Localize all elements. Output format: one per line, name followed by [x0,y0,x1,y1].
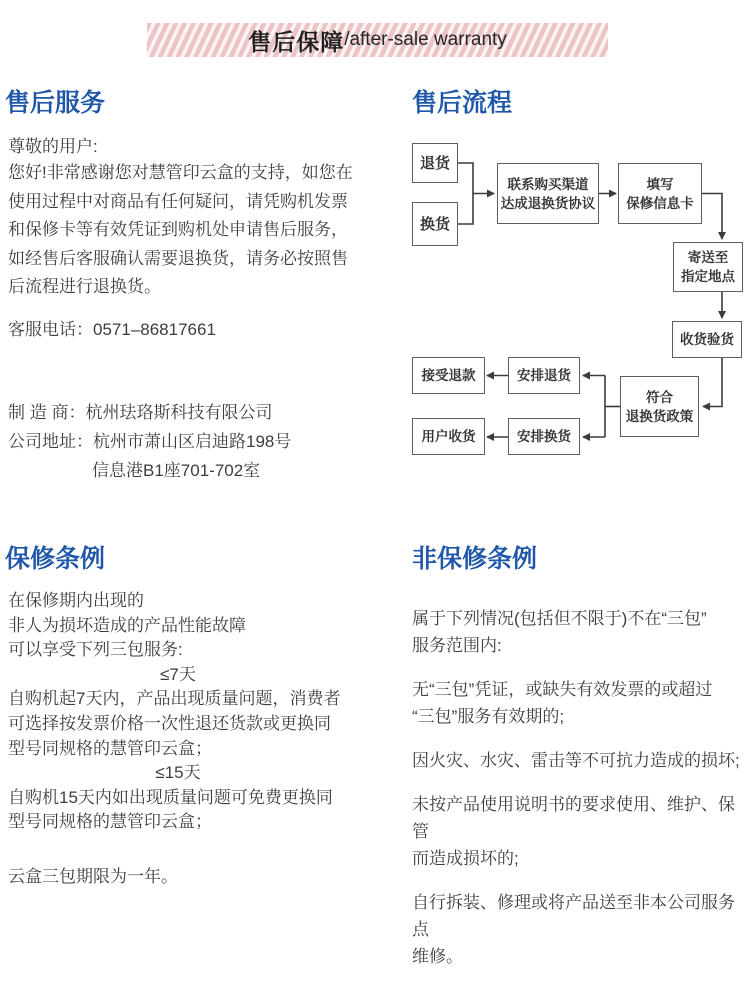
flow-box-arrange-refund: 安排退货 [508,357,580,394]
warranty-line-15days: ≤15天 [155,763,201,783]
flow-box-contact-line2: 达成退换货协议 [500,195,596,211]
service-heading: 售后服务 [5,89,106,117]
non-warranty-line: 未按产品使用说明书的要求使用、维护、保管 [412,795,735,841]
banner-title-en: /after-sale warranty [344,29,507,50]
flow-box-policy [620,376,699,437]
flow-box-send-line1: 寄送至 [687,250,729,265]
service-body-line: 使用过程中对商品有任何疑问，请凭购机发票 [8,191,348,211]
flow-box-contact-channel [497,163,599,224]
flow-box-user-receive: 用户收货 [412,418,485,455]
non-warranty-line: 自行拆装、修理或将产品送至非本公司服务点 [412,893,735,939]
service-greeting: 尊敬的用户: [8,137,98,156]
company-address-line1: 公司地址：杭州市萧山区启迪路198号 [8,432,292,451]
warranty-line: 自购机15天内如出现质量问题可免费更换同 [8,787,333,807]
non-warranty-line: 服务范围内: [412,636,502,655]
flowchart [405,135,750,470]
non-warranty-line: 无“三包”凭证，或缺失有效发票的或超过 [412,680,713,699]
company-address-line2: 信息港B1座701-702室 [92,461,261,480]
non-warranty-heading: 非保修条例 [412,545,538,573]
non-warranty-line: 因火灾、水灾、雷击等不可抗力造成的损坏; [412,751,740,770]
warranty-period-line: 云盒三包期限为一年。 [8,866,178,886]
warranty-line: 自购机起7天内，产品出现质量问题，消费者 [8,689,341,709]
flow-box-fill-card [618,163,702,224]
non-warranty-line: 维修。 [412,947,463,966]
warranty-line: 型号同规格的慧管印云盒； [8,812,212,832]
warranty-line: 非人为损坏造成的产品性能故障 [8,615,246,635]
flow-box-inspect: 收货验货 [672,321,742,358]
flow-box-policy-line2: 退换货政策 [625,408,694,424]
flow-box-accept-refund: 接受退款 [412,357,485,394]
flow-box-send-to [673,242,743,292]
warranty-body [8,589,348,890]
warranty-line: 在保修期内出现的 [8,591,144,610]
flow-box-fill-line2: 保修信息卡 [626,195,694,211]
warranty-line: 型号同规格的慧管印云盒； [8,738,212,758]
warranty-line: 可选择按发票价格一次性退还货款或更换同 [8,713,331,733]
service-body-line: 您好!非常感谢您对慧管印云盒的支持，如您在 [8,163,353,182]
non-warranty-line: “三包”服务有效期的; [412,707,565,726]
non-warranty-body [412,588,747,987]
service-phone: 客服电话：0571–86817661 [8,320,216,339]
flow-box-arrange-exchange: 安排换货 [508,418,580,455]
banner [147,23,608,57]
manufacturer-block [8,398,291,485]
flow-box-exchange: 换货 [412,202,458,246]
service-body-line: 如经售后客服确认需要退换货，请务必按照售 [8,248,348,268]
flow-box-fill-line1: 填写 [646,176,674,192]
service-body-line: 后流程进行退换货。 [8,277,161,296]
flow-box-policy-line1: 符合 [646,389,673,405]
warranty-line: 可以享受下列三包服务: [8,640,183,660]
warranty-heading: 保修条例 [5,545,106,573]
flow-box-send-line2: 指定地点 [681,269,735,284]
service-body [8,159,353,302]
non-warranty-line: 属于下列情况(包括但不限于)不在“三包” [412,609,707,628]
banner-title-zh: 售后保障 [248,28,345,55]
flow-box-contact-line1: 联系购买渠道 [507,176,589,192]
warranty-line-7days: ≤7天 [160,664,196,684]
process-heading: 售后流程 [412,89,513,117]
manufacturer-line: 制 造 商：杭州珐珞斯科技有限公司 [8,403,273,422]
flow-box-return: 退货 [412,143,458,183]
service-body-line: 和保修卡等有效凭证到购机处申请售后服务， [8,220,348,239]
non-warranty-line: 而造成损坏的; [412,849,519,868]
